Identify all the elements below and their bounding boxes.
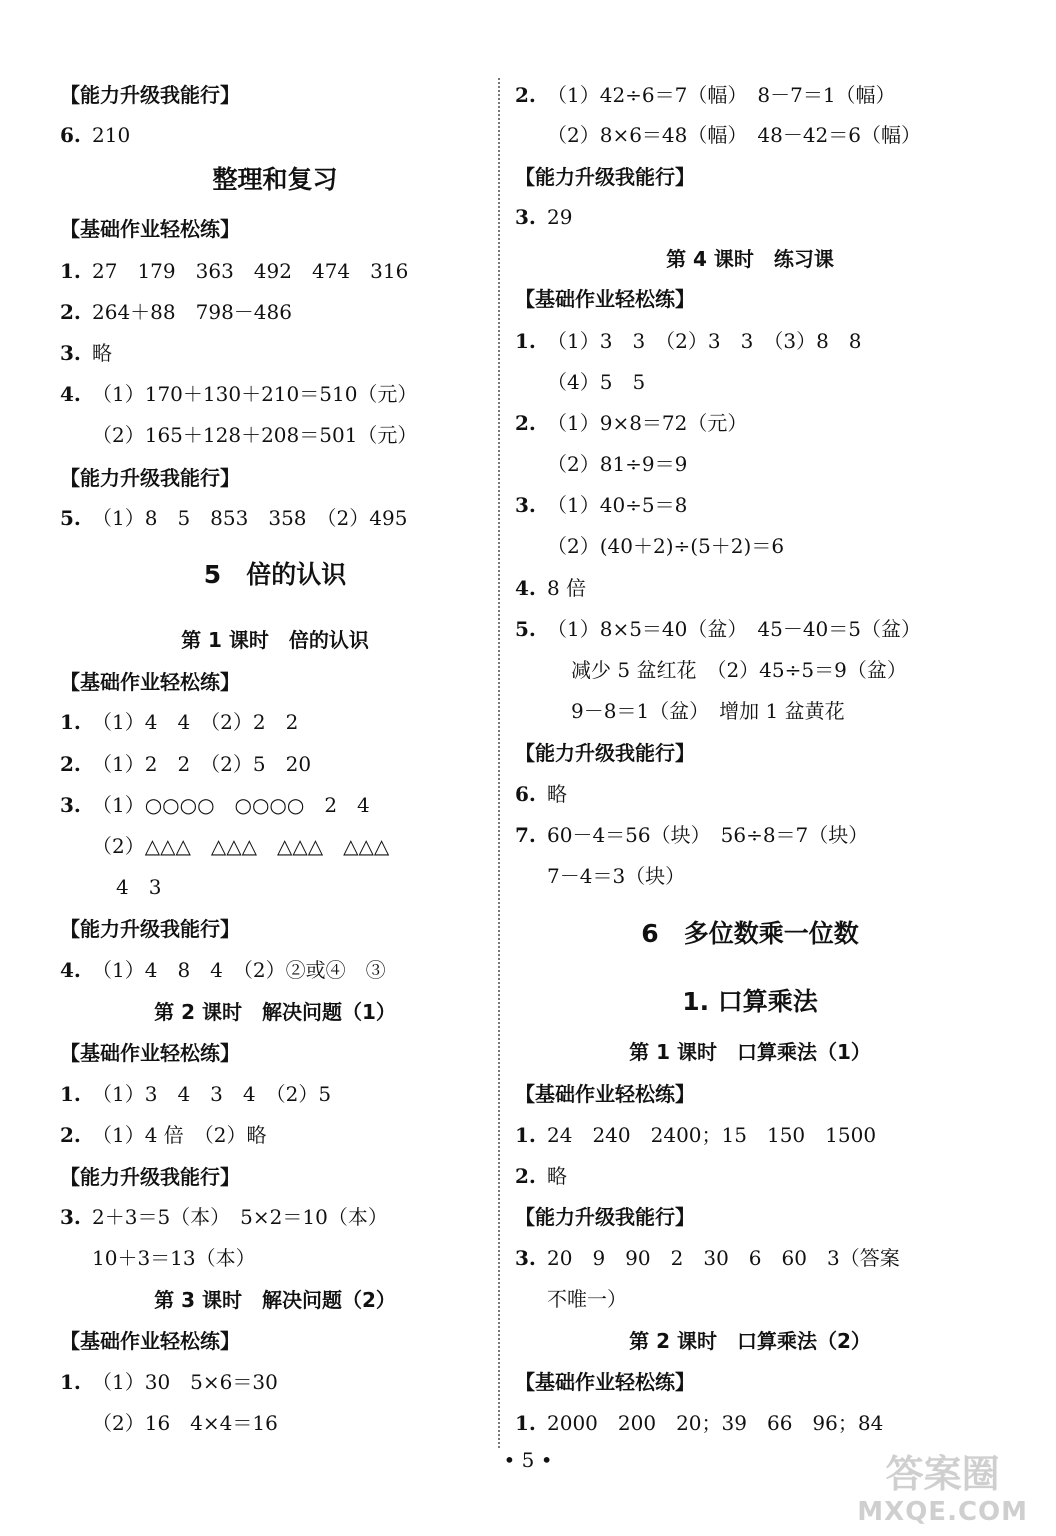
answer-continuation: 10＋3＝13（本） bbox=[92, 1246, 256, 1270]
item-number: 1. bbox=[515, 329, 536, 353]
answer-item bbox=[515, 1410, 883, 1436]
lesson-title: 第 2 课时 解决问题（1） bbox=[154, 1000, 396, 1024]
item-number: 6. bbox=[60, 123, 81, 147]
answer-item bbox=[60, 340, 112, 366]
item-text: 27 179 363 492 474 316 bbox=[92, 259, 409, 283]
answer-item bbox=[515, 1245, 900, 1271]
watermark-logo bbox=[857, 1452, 1028, 1531]
answer-continuation: 7－4＝3（块） bbox=[547, 864, 686, 888]
answer-continuation: （2）81÷9＝9 bbox=[547, 452, 688, 476]
answer-item bbox=[515, 82, 896, 108]
section-heading: 【能力升级我能行】 bbox=[60, 83, 240, 107]
answer-item bbox=[60, 1122, 267, 1148]
item-text: 略 bbox=[92, 341, 112, 365]
section-heading: 【基础作业轻松练】 bbox=[515, 1370, 695, 1394]
item-number: 3. bbox=[515, 205, 536, 229]
chapter-title: 1. 口算乘法 bbox=[682, 987, 818, 1016]
item-text: （1）○○○○ ○○○○ 2 4 bbox=[92, 793, 370, 817]
item-text: （1）9×8＝72（元） bbox=[547, 411, 748, 435]
answer-item bbox=[60, 1081, 331, 1107]
item-text: （1）3 3 （2）3 3 （3）8 8 bbox=[547, 329, 862, 353]
item-number: 2. bbox=[515, 411, 536, 435]
section-heading: 【能力升级我能行】 bbox=[60, 917, 240, 941]
item-number: 1. bbox=[60, 1082, 81, 1106]
item-number: 4. bbox=[60, 958, 81, 982]
item-text: 8 倍 bbox=[547, 576, 587, 600]
chapter-title: 6 多位数乘一位数 bbox=[641, 919, 859, 948]
answer-item bbox=[515, 822, 868, 848]
column-divider bbox=[498, 78, 500, 1448]
answer-continuation: （4）5 5 bbox=[547, 370, 646, 394]
item-number: 6. bbox=[515, 782, 536, 806]
item-number: 4. bbox=[515, 576, 536, 600]
item-text: （1）3 4 3 4 （2）5 bbox=[92, 1082, 332, 1106]
item-text: 略 bbox=[547, 1164, 567, 1188]
item-text: 264＋88 798－486 bbox=[92, 300, 292, 324]
page-number: • 5 • bbox=[503, 1448, 553, 1472]
item-number: 5. bbox=[60, 506, 81, 530]
answer-item bbox=[60, 792, 370, 818]
answer-continuation: 9－8＝1（盆） 增加 1 盆黄花 bbox=[571, 699, 845, 723]
item-number: 1. bbox=[60, 710, 81, 734]
item-number: 7. bbox=[515, 823, 536, 847]
item-text: （1）8 5 853 358 （2）495 bbox=[92, 506, 408, 530]
item-text: （1）2 2 （2）5 20 bbox=[92, 752, 312, 776]
answer-continuation: （2）165＋128＋208＝501（元） bbox=[92, 423, 418, 447]
item-number: 1. bbox=[60, 1370, 81, 1394]
section-heading: 【能力升级我能行】 bbox=[515, 741, 695, 765]
answer-item bbox=[515, 1122, 876, 1148]
answer-item bbox=[60, 258, 408, 284]
item-number: 4. bbox=[60, 382, 81, 406]
item-number: 3. bbox=[515, 493, 536, 517]
lesson-title: 第 3 课时 解决问题（2） bbox=[154, 1288, 396, 1312]
item-number: 1. bbox=[515, 1411, 536, 1435]
section-heading: 【基础作业轻松练】 bbox=[515, 1082, 695, 1106]
section-heading: 【基础作业轻松练】 bbox=[60, 1041, 240, 1065]
item-number: 3. bbox=[515, 1246, 536, 1270]
item-text: 略 bbox=[547, 782, 567, 806]
answer-continuation: （2）16 4×4＝16 bbox=[92, 1411, 278, 1435]
section-heading: 【能力升级我能行】 bbox=[60, 1165, 240, 1189]
answer-item bbox=[60, 299, 292, 325]
answer-item bbox=[60, 751, 311, 777]
answer-item bbox=[60, 122, 130, 148]
item-number: 2. bbox=[60, 300, 81, 324]
answer-item bbox=[515, 781, 567, 807]
item-text: （1）4 倍 （2）略 bbox=[92, 1123, 267, 1147]
item-text: （1）4 4 （2）2 2 bbox=[92, 710, 299, 734]
answer-continuation: （2）8×6＝48（幅） 48－42＝6（幅） bbox=[547, 123, 922, 147]
item-text: （1）8×5＝40（盆） 45－40＝5（盆） bbox=[547, 617, 922, 641]
item-text: （1）170＋130＋210＝510（元） bbox=[92, 382, 418, 406]
item-number: 2. bbox=[60, 1123, 81, 1147]
item-text: （1）30 5×6＝30 bbox=[92, 1370, 278, 1394]
item-text: 29 bbox=[547, 205, 573, 229]
item-number: 2. bbox=[515, 1164, 536, 1188]
section-heading: 【基础作业轻松练】 bbox=[60, 670, 240, 694]
answer-continuation: 减少 5 盆红花 （2）45÷5＝9（盆） bbox=[571, 658, 907, 682]
item-text: （1）42÷6＝7（幅） 8－7＝1（幅） bbox=[547, 83, 896, 107]
answer-item bbox=[60, 381, 417, 407]
answer-continuation: （2）(40＋2)÷(5＋2)＝6 bbox=[547, 534, 785, 558]
item-number: 3. bbox=[60, 793, 81, 817]
item-text: 210 bbox=[92, 123, 131, 147]
section-heading: 【能力升级我能行】 bbox=[60, 466, 240, 490]
item-text: 60－4＝56（块） 56÷8＝7（块） bbox=[547, 823, 869, 847]
answer-item bbox=[60, 1204, 388, 1230]
item-text: （1）40÷5＝8 bbox=[547, 493, 688, 517]
answer-continuation: 不唯一） bbox=[547, 1287, 627, 1311]
section-heading: 【基础作业轻松练】 bbox=[60, 217, 240, 241]
section-heading: 【能力升级我能行】 bbox=[515, 165, 695, 189]
answer-item bbox=[515, 575, 586, 601]
chapter-title: 整理和复习 bbox=[212, 165, 338, 194]
section-heading: 【基础作业轻松练】 bbox=[60, 1329, 240, 1353]
answer-item bbox=[60, 1369, 278, 1395]
item-text: 20 9 90 2 30 6 60 3（答案 bbox=[547, 1246, 900, 1270]
item-text: 2＋3＝5（本） 5×2＝10（本） bbox=[92, 1205, 388, 1229]
answer-item bbox=[515, 410, 747, 436]
item-number: 3. bbox=[60, 341, 81, 365]
answer-continuation: 4 3 bbox=[116, 875, 162, 899]
item-number: 5. bbox=[515, 617, 536, 641]
answer-item bbox=[515, 616, 921, 642]
answer-item bbox=[515, 204, 572, 230]
answer-item bbox=[60, 709, 298, 735]
answer-item bbox=[60, 957, 386, 983]
item-text: （1）4 8 4 （2）②或④ ③ bbox=[92, 958, 386, 982]
lesson-title: 第 1 课时 倍的认识 bbox=[181, 628, 369, 652]
answer-item bbox=[515, 328, 862, 354]
section-heading: 【能力升级我能行】 bbox=[515, 1205, 695, 1229]
item-number: 1. bbox=[515, 1123, 536, 1147]
answer-item bbox=[60, 505, 407, 531]
item-number: 3. bbox=[60, 1205, 81, 1229]
lesson-title: 第 2 课时 口算乘法（2） bbox=[629, 1329, 871, 1353]
lesson-title: 第 1 课时 口算乘法（1） bbox=[629, 1040, 871, 1064]
answer-continuation: （2）△△△ △△△ △△△ △△△ bbox=[92, 834, 390, 858]
answer-item bbox=[515, 1163, 567, 1189]
item-number: 2. bbox=[515, 83, 536, 107]
watermark-text: 答案圈 bbox=[885, 1452, 1000, 1496]
item-number: 2. bbox=[60, 752, 81, 776]
item-text: 24 240 2400；15 150 1500 bbox=[547, 1123, 877, 1147]
answer-item bbox=[515, 492, 687, 518]
chapter-title: 5 倍的认识 bbox=[203, 560, 347, 589]
lesson-title: 第 4 课时 练习课 bbox=[666, 247, 834, 271]
item-text: 2000 200 20；39 66 96；84 bbox=[547, 1411, 884, 1435]
section-heading: 【基础作业轻松练】 bbox=[515, 287, 695, 311]
watermark-url: MXQE.COM bbox=[857, 1497, 1028, 1527]
item-number: 1. bbox=[60, 259, 81, 283]
